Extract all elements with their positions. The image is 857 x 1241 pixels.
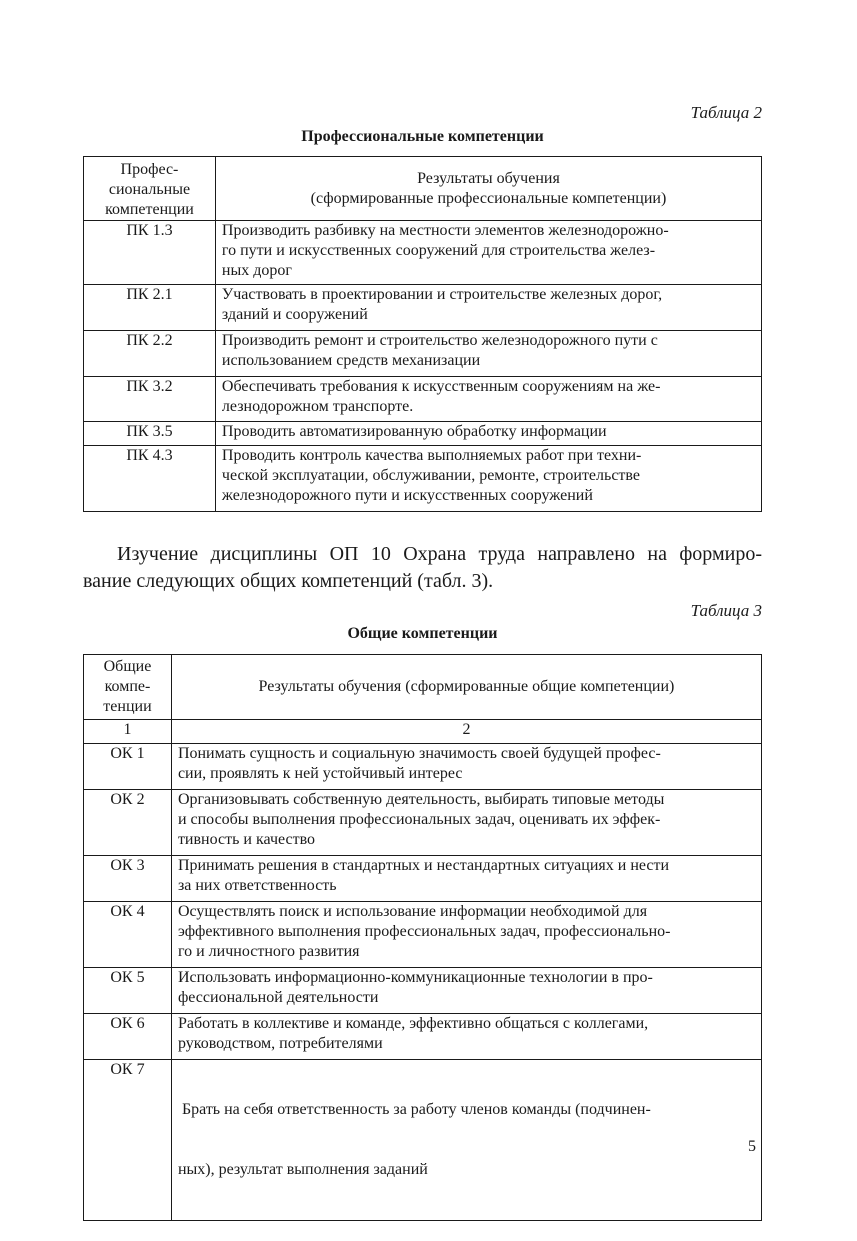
text-line: Производить ремонт и строительство железнодорожного пути с — [221, 332, 658, 349]
table-3-col1-header — [84, 655, 172, 720]
header-line: тенции — [103, 698, 152, 715]
text-line: железнодорожного пути и искусственных сооружений — [221, 487, 593, 504]
text-line: зданий и сооружений — [221, 306, 368, 323]
table-2-header-row — [84, 157, 762, 221]
table-2-col2-header — [215, 157, 761, 221]
text-line: Производить разбивку на местности элементов железнодорожно- — [221, 222, 669, 239]
text-line: использованием средств механизации — [221, 352, 481, 369]
text-line: Понимать сущность и социальную значимость своей будущей профес- — [177, 745, 661, 762]
competence-code: ПК 1.3 — [84, 221, 216, 285]
competence-code: ОК 7 — [84, 1060, 172, 1221]
table-row — [84, 790, 762, 856]
competence-code: ПК 4.3 — [84, 446, 216, 512]
table-3-number: Таблица 3 — [690, 601, 762, 620]
competence-text — [215, 331, 761, 377]
text-line: го и личностного развития — [177, 943, 360, 960]
header-line: сиональные — [108, 180, 191, 198]
text-line: Проводить контроль качества выполняемых работ при техни- — [221, 447, 642, 464]
text-line: ческой эксплуатации, обслуживании, ремонте, строительстве — [221, 467, 640, 484]
text-line: лезнодорожном транспорте. — [221, 398, 414, 415]
column-number: 1 — [84, 720, 172, 744]
text-line: руководством, потребителями — [177, 1035, 383, 1052]
text-line: Использовать информационно-коммуникационные технологии в про- — [177, 969, 653, 986]
table-3 — [83, 654, 762, 1221]
table-row — [84, 968, 762, 1014]
competence-code: ОК 6 — [84, 1014, 172, 1060]
competence-code: ОК 4 — [84, 902, 172, 968]
column-number: 2 — [171, 720, 761, 744]
table-row — [84, 1060, 762, 1221]
text-line: ных), результат выполнения заданий — [177, 1161, 428, 1178]
table-3-header-row — [84, 655, 762, 720]
text-line: Брать на себя ответственность за работу членов команды (подчинен- — [177, 1101, 651, 1118]
paragraph-line: вание следующих общих компетенций (табл. 3). — [83, 570, 494, 592]
competence-text — [171, 790, 761, 856]
competence-text — [215, 285, 761, 331]
header-line: Результаты обучения — [417, 169, 560, 187]
competence-text — [215, 422, 761, 446]
text-line: эффективного выполнения профессиональных задач, профессионально- — [177, 923, 671, 940]
header-line: Профес- — [120, 160, 179, 178]
table-2-number: Таблица 2 — [690, 103, 762, 122]
competence-code: ПК 2.1 — [84, 285, 216, 331]
text-line: сии, проявлять к ней устойчивый интерес — [177, 765, 463, 782]
table-row — [84, 856, 762, 902]
header-line: компетенции — [105, 200, 194, 218]
text-line: Организовывать собственную деятельность, выбирать типовые методы — [177, 791, 665, 808]
text-line: ных дорог — [221, 262, 292, 279]
table-2-col1-header — [84, 157, 216, 221]
table-3-title: Общие компетенции — [347, 625, 498, 642]
text-line: Участвовать в проектировании и строительстве железных дорог, — [221, 286, 663, 303]
table-row — [84, 902, 762, 968]
paragraph-line: Изучение дисциплины ОП 10 Охрана труда направлено на формиро- — [117, 543, 762, 565]
table-3-col2-header: Результаты обучения (сформированные общие компетенции) — [171, 655, 761, 720]
text-line: за них ответственность — [177, 877, 337, 894]
text-line: Проводить автоматизированную обработку информации — [221, 423, 607, 440]
competence-code: ОК 5 — [84, 968, 172, 1014]
text-line: тивность и качество — [177, 831, 316, 848]
competence-text — [215, 446, 761, 512]
text-line: и способы выполнения профессиональных задач, оценивать их эффек- — [177, 811, 661, 828]
text-line: фессиональной деятельности — [177, 989, 379, 1006]
table-2-title: Профессиональные компетенции — [301, 128, 544, 145]
competence-text — [171, 902, 761, 968]
competence-text — [171, 1014, 761, 1060]
table-row — [84, 285, 762, 331]
competence-code: ОК 3 — [84, 856, 172, 902]
competence-text — [171, 744, 761, 790]
text-line: Принимать решения в стандартных и нестандартных ситуациях и нести — [177, 857, 670, 874]
competence-code: ОК 2 — [84, 790, 172, 856]
table-row — [84, 221, 762, 285]
competence-code: ПК 2.2 — [84, 331, 216, 377]
table-2 — [83, 156, 762, 512]
competence-code: ПК 3.5 — [84, 422, 216, 446]
table-row — [84, 1014, 762, 1060]
header-line: (сформированные профессиональные компетенции) — [310, 189, 667, 207]
table-row — [84, 331, 762, 377]
competence-text — [171, 968, 761, 1014]
table-3-column-numbers-row — [84, 720, 762, 744]
table-row — [84, 377, 762, 422]
table-row — [84, 446, 762, 512]
competence-text — [171, 856, 761, 902]
table-row — [84, 422, 762, 446]
text-line: го пути и искусственных сооружений для строительства желез- — [221, 242, 656, 259]
text-line: Обеспечивать требования к искусственным сооружениям на же- — [221, 378, 661, 395]
table-row — [84, 744, 762, 790]
competence-text — [171, 1060, 761, 1221]
competence-code: ПК 3.2 — [84, 377, 216, 422]
competence-text — [215, 377, 761, 422]
competence-text — [215, 221, 761, 285]
header-line: компе- — [104, 678, 151, 695]
competence-code: ОК 1 — [84, 744, 172, 790]
text-line: Осуществлять поиск и использование информации необходимой для — [177, 903, 648, 920]
page-number: 5 — [748, 1138, 756, 1155]
text-line: Работать в коллективе и команде, эффективно общаться с коллегами, — [177, 1015, 649, 1032]
header-line: Общие — [103, 658, 152, 675]
body-paragraph — [83, 541, 762, 595]
